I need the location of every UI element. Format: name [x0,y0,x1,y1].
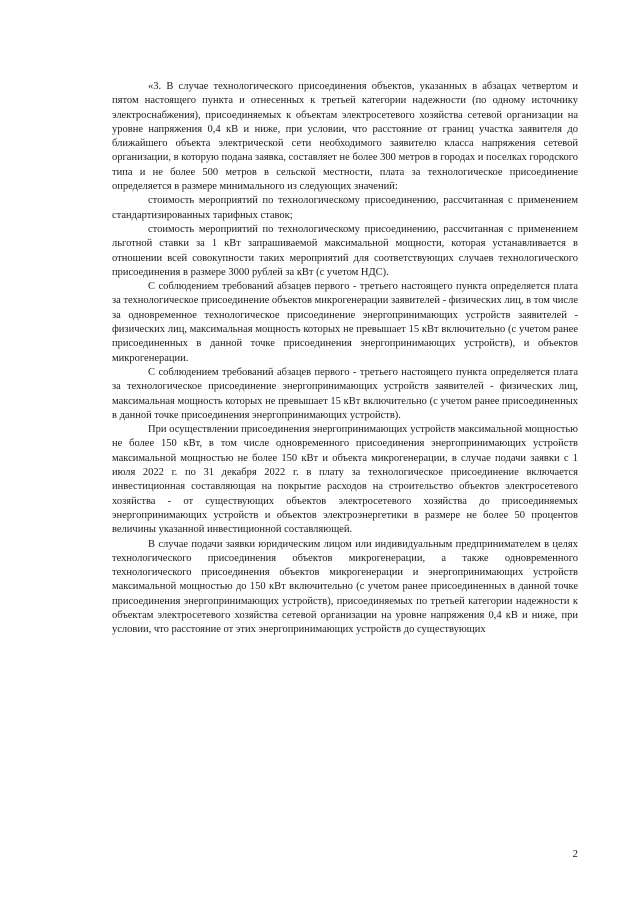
paragraph-2: стоимость мероприятий по технологическому присоединению, рассчитанная с применением стандартизированных тарифных ставок; [112,195,578,221]
paragraph-5: С соблюдением требований абзацев первого - третьего настоящего пункта определяется плата за технологическое присоединение энергопринимающих устройств заявителей - физических лиц, максимальная мощность которых не превышает 15 кВт включительно (с учетом ранее присоединенных в данной точке присоединения энергопринимающих устройств). [112,366,578,421]
paragraph-1: «3. В случае технологического присоединения объектов, указанных в абзацах четвертом и пятом настоящего пункта и отнесенных к третьей категории надежности (по одному источнику электроснабжения), присоединяемых к объектам электросетевого хозяйства сетевой организации на уровне напряжения 0,4 кВ и ниже, при условии, что расстояние от границ участка заявителя до ближайшего объекта электрической сети необходимого заявителю класса напряжения сетевой организации, в которую подана заявка, составляет не более 300 метров в городах и поселках городского типа и не более 500 метров в сельской местности, плата за технологическое присоединение определяется в размере минимального из следующих значений: [112,81,578,193]
paragraph-4: С соблюдением требований абзацев первого - третьего настоящего пункта определяется плата за технологическое присоединение объектов микрогенерации заявителей - физических лиц, в том числе за одновременное технологическое присоединение энергопринимающих устройств заявителей - физических лиц, максимальная мощность которых не превышает 15 кВт включительно (с учетом ранее присоединенных в данной точке присоединения энергопринимающих устройств), и объектов микрогенерации. [112,281,578,364]
page-number: 2 [572,848,578,860]
paragraph-6: При осуществлении присоединения энергопринимающих устройств максимальной мощностью не более 150 кВт, в том числе одновременного присоединения энергопринимающих устройств максимальной мощностью не более 150 кВт и объекта микрогенерации, в случае подачи заявки с 1 июля 2022 г. по 31 декабря 2022 г. в плату за технологическое присоединение включается инвестиционная составляющая на покрытие расходов на строительство объектов электросетевого хозяйства - от существующих объектов электросетевого хозяйства до присоединяемых энергопринимающих устройств и объектов электроэнергетики в размере не более 50 процентов величины указанной инвестиционной составляющей. [112,424,578,536]
document-body [112,80,578,638]
paragraph-7: В случае подачи заявки юридическим лицом или индивидуальным предпринимателем в целях технологического присоединения объектов микрогенерации, а также одновременного технологического присоединения объектов микрогенерации и энергопринимающих устройств максимальной мощностью до 150 кВт включительно (с учетом ранее присоединенных в данной точке присоединения энергопринимающих устройств), присоединяемых по третьей категории надежности к объектам электросетевого хозяйства сетевой организации на уровне напряжения 0,4 кВ и ниже, при условии, что расстояние от этих энергопринимающих устройств до существующих [112,538,578,636]
paragraph-3: стоимость мероприятий по технологическому присоединению, рассчитанная с применением льготной ставки за 1 кВт запрашиваемой максимальной мощности, которая устанавливается в отношении всей совокупности таких мероприятий для соответствующих случаев технологического присоединения в размере 3000 рублей за кВт (с учетом НДС). [112,223,578,278]
